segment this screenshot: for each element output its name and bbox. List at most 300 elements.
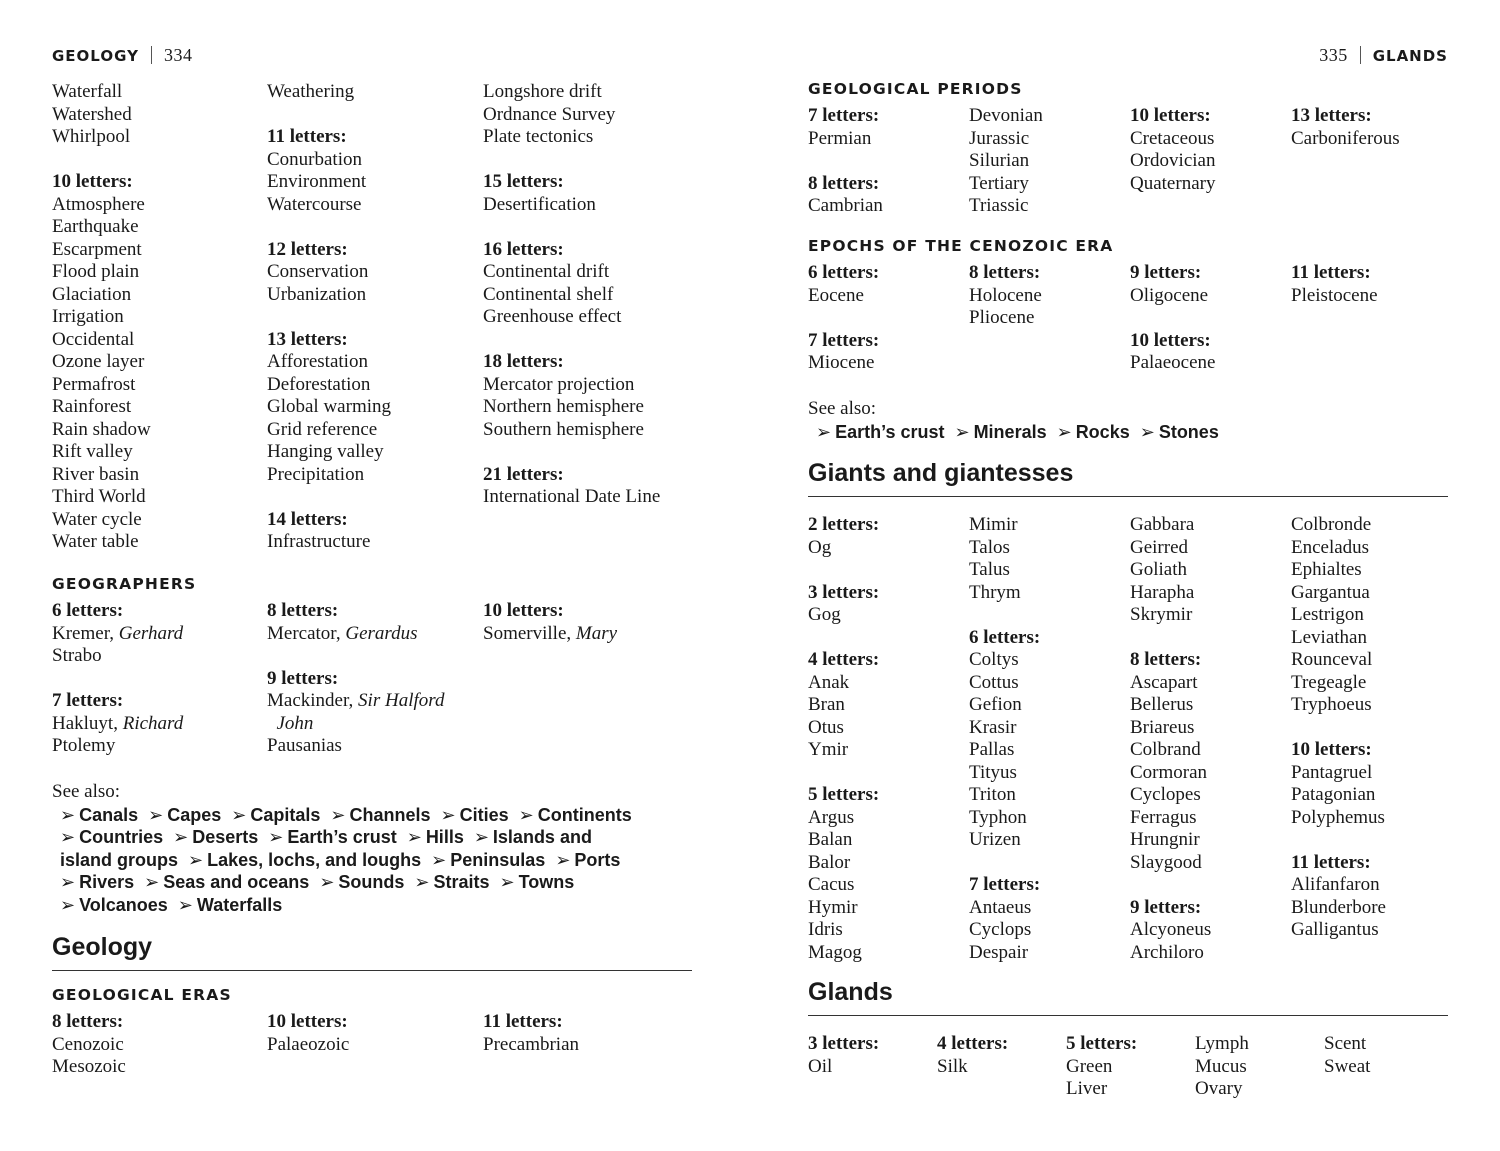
see-also-block xyxy=(808,398,1448,443)
arrow-icon: ➢ xyxy=(188,849,204,870)
right-page xyxy=(808,0,1448,1151)
list-item: Earthquake xyxy=(52,216,139,237)
cross-reference-link[interactable] xyxy=(954,422,1046,442)
cross-reference-label: Peninsulas xyxy=(450,849,546,870)
list-item: Hymir xyxy=(808,896,858,918)
list-item: Precipitation xyxy=(267,463,365,485)
arrow-icon: ➢ xyxy=(555,849,571,870)
letter-count-heading: 11 letters: xyxy=(267,126,347,147)
entry-name: 6 letters: xyxy=(52,600,124,621)
subsection-heading: GEOLOGICAL PERIODS xyxy=(808,80,1023,98)
cross-reference-link[interactable] xyxy=(414,872,489,892)
letter-count-heading xyxy=(52,600,267,623)
list-item: Balan xyxy=(808,829,853,850)
list-item: Gefion xyxy=(969,694,1022,715)
cross-references xyxy=(808,421,1448,444)
cross-reference-label: Ports xyxy=(574,849,621,870)
header-divider xyxy=(1360,46,1361,64)
cross-reference-label: Seas and oceans xyxy=(163,872,310,892)
letter-count-heading: 10 letters: xyxy=(1130,105,1211,126)
word-column xyxy=(1324,1033,1448,1101)
letter-count-heading: 9 letters: xyxy=(1130,896,1202,918)
entry-name: Strabo xyxy=(52,645,102,666)
list-item: Lestrigon xyxy=(1291,604,1364,625)
list-item: Eocene xyxy=(808,284,864,306)
cross-reference-label: island groups xyxy=(60,849,179,870)
letter-count-heading: 5 letters: xyxy=(1066,1033,1138,1054)
cross-reference-label: Canals xyxy=(79,804,139,825)
list-item xyxy=(52,645,267,668)
subsection-heading: EPOCHS OF THE CENOZOIC ERA xyxy=(808,237,1114,255)
list-item: Third World xyxy=(52,486,146,507)
list-item: Briareus xyxy=(1130,716,1195,738)
spacer xyxy=(808,150,969,173)
spacer xyxy=(483,149,692,172)
list-item: Idris xyxy=(808,919,843,940)
list-item: Balor xyxy=(808,851,851,873)
cross-reference-link[interactable] xyxy=(231,805,320,825)
list-item: Blunderbore xyxy=(1291,896,1386,918)
list-item: Greenhouse effect xyxy=(483,306,622,327)
list-item: Krasir xyxy=(969,716,1017,738)
letter-count-heading: 3 letters: xyxy=(808,1033,880,1054)
cross-reference-link[interactable] xyxy=(60,872,134,892)
list-item: Whirlpool xyxy=(52,126,131,147)
cross-reference-link[interactable] xyxy=(474,827,592,847)
arrow-icon: ➢ xyxy=(473,827,489,847)
word-column xyxy=(808,105,969,218)
list-item xyxy=(52,735,267,758)
entry-name: 9 letters: xyxy=(267,667,339,689)
spacer xyxy=(267,486,483,509)
list-item: Pleistocene xyxy=(1291,284,1378,306)
list-item xyxy=(267,713,483,736)
cenozoic-epochs-section xyxy=(808,235,1448,375)
cross-reference-link[interactable] xyxy=(60,827,163,847)
list-item: Gargantua xyxy=(1291,581,1370,603)
spacer xyxy=(267,104,483,127)
letter-count-heading: 7 letters: xyxy=(808,105,880,126)
cross-reference-link[interactable] xyxy=(1057,422,1130,442)
word-column xyxy=(1130,262,1291,375)
list-item: Pallas xyxy=(969,739,1015,760)
arrow-icon: ➢ xyxy=(330,804,346,825)
arrow-icon: ➢ xyxy=(518,804,534,825)
word-columns xyxy=(52,81,692,554)
cross-reference-label: Deserts xyxy=(192,827,259,847)
cross-reference-link[interactable] xyxy=(431,850,545,870)
spacer xyxy=(969,604,1130,627)
cross-reference-line xyxy=(60,804,692,827)
list-item: Argus xyxy=(808,806,855,828)
word-column xyxy=(1291,105,1448,218)
list-item: Cyclopes xyxy=(1130,784,1201,805)
list-item: Gabbara xyxy=(1130,514,1195,535)
cross-reference-link[interactable] xyxy=(60,895,168,915)
list-item: Mimir xyxy=(969,514,1018,535)
list-item: Ordnance Survey xyxy=(483,103,616,125)
running-head: GLANDS xyxy=(1372,47,1448,65)
cross-reference-line xyxy=(60,849,692,872)
list-item: Talus xyxy=(969,559,1010,580)
word-columns xyxy=(808,262,1448,375)
spacer xyxy=(267,216,483,239)
list-item: Rift valley xyxy=(52,441,133,462)
word-column xyxy=(808,514,969,964)
arrow-icon: ➢ xyxy=(816,421,832,442)
letter-count-heading: 12 letters: xyxy=(267,238,348,260)
list-item: Sweat xyxy=(1324,1055,1371,1077)
letter-count-heading: 11 letters: xyxy=(483,1011,563,1032)
cross-reference-link[interactable] xyxy=(1140,422,1219,442)
arrow-icon: ➢ xyxy=(148,804,164,825)
list-item xyxy=(52,713,267,736)
list-item: Permian xyxy=(808,127,872,149)
letter-count-heading: 4 letters: xyxy=(937,1033,1009,1054)
list-item: Patagonian xyxy=(1291,784,1376,805)
list-item: Jurassic xyxy=(969,127,1030,149)
list-item: Ozone layer xyxy=(52,351,145,372)
list-item: Precambrian xyxy=(483,1033,580,1055)
arrow-icon: ➢ xyxy=(60,827,76,847)
letter-count-heading: 7 letters: xyxy=(969,874,1041,895)
list-item: Water cycle xyxy=(52,508,142,530)
word-column xyxy=(52,1011,267,1079)
word-columns xyxy=(52,1011,692,1079)
list-item: Plate tectonics xyxy=(483,126,594,147)
list-item: Holocene xyxy=(969,284,1042,306)
list-item: Atmosphere xyxy=(52,193,145,215)
arrow-icon: ➢ xyxy=(440,804,456,825)
cross-reference-link[interactable] xyxy=(60,805,138,825)
letter-count-heading: 2 letters: xyxy=(808,514,880,535)
letter-count-heading: 6 letters: xyxy=(969,626,1041,648)
word-columns xyxy=(808,1033,1448,1101)
cross-reference-link[interactable] xyxy=(330,805,430,825)
letter-count-heading: 21 letters: xyxy=(483,463,564,485)
list-item: Rainforest xyxy=(52,396,132,417)
list-item: Pantagruel xyxy=(1291,761,1373,783)
page-number: 334 xyxy=(163,45,193,65)
subsection-heading: GEOLOGICAL ERAS xyxy=(52,986,232,1004)
list-item: Cyclops xyxy=(969,919,1032,940)
entry-name: Pausanias xyxy=(267,735,342,756)
list-item: Tryphoeus xyxy=(1291,694,1372,715)
list-item: Harapha xyxy=(1130,581,1195,603)
entry-name: Mercator, xyxy=(267,622,346,644)
word-column xyxy=(267,1011,483,1079)
left-page xyxy=(52,0,692,1151)
letter-count-heading: 10 letters: xyxy=(267,1011,348,1032)
cross-reference-line xyxy=(816,421,1448,444)
cross-reference-label: Cities xyxy=(459,804,509,825)
list-item: Tertiary xyxy=(969,172,1029,194)
list-item: Magog xyxy=(808,941,862,963)
spacer xyxy=(808,762,969,785)
list-item: Watershed xyxy=(52,103,132,125)
entry-name: Somerville, xyxy=(483,622,576,644)
letter-count-heading: 14 letters: xyxy=(267,508,348,530)
cross-reference-label: Stones xyxy=(1158,421,1219,442)
list-item: Cenozoic xyxy=(52,1033,124,1055)
cross-reference-label: Volcanoes xyxy=(79,894,168,915)
list-item: Longshore drift xyxy=(483,81,602,102)
list-item: Grid reference xyxy=(267,418,378,440)
arrow-icon: ➢ xyxy=(60,804,76,825)
list-item: Ordovician xyxy=(1130,150,1216,171)
cross-reference-label: Continents xyxy=(537,804,632,825)
cross-reference-line xyxy=(60,871,692,894)
entry-forename: Sir Halford xyxy=(358,690,445,711)
arrow-icon: ➢ xyxy=(60,872,76,892)
letter-count-heading: 10 letters: xyxy=(52,171,133,192)
list-item: Pliocene xyxy=(969,307,1035,328)
list-item: Miocene xyxy=(808,352,875,373)
list-item: Triassic xyxy=(969,195,1029,216)
cross-reference-link[interactable] xyxy=(188,850,421,870)
subsection-heading: GEOGRAPHERS xyxy=(52,575,197,593)
letter-count-heading: 11 letters: xyxy=(1291,262,1371,283)
arrow-icon: ➢ xyxy=(319,872,335,892)
entry-name: 7 letters: xyxy=(52,690,124,711)
glands-section xyxy=(808,977,1448,1101)
letter-count-heading: 9 letters: xyxy=(1130,262,1202,283)
spacer xyxy=(1130,307,1291,330)
list-item: Hanging valley xyxy=(267,441,384,462)
cross-reference-label: Channels xyxy=(349,804,431,825)
list-item: Environment xyxy=(267,171,367,192)
word-columns xyxy=(808,105,1448,218)
list-item: Skrymir xyxy=(1130,604,1193,625)
letter-count-heading: 6 letters: xyxy=(808,262,880,283)
entry-name: Hakluyt, xyxy=(52,712,123,734)
list-item: International Date Line xyxy=(483,486,661,507)
arrow-icon: ➢ xyxy=(1056,421,1072,442)
left-page-header xyxy=(52,44,192,67)
list-item: Lymph xyxy=(1195,1033,1249,1054)
list-item: Weathering xyxy=(267,81,355,102)
cross-reference-link[interactable] xyxy=(144,872,309,892)
list-item: Ymir xyxy=(808,739,849,760)
list-item: Ovary xyxy=(1195,1078,1243,1099)
right-page-header xyxy=(1319,44,1448,67)
cross-reference-link[interactable] xyxy=(268,827,396,847)
word-column xyxy=(1291,514,1448,964)
word-column xyxy=(52,81,267,554)
list-item xyxy=(483,623,692,646)
list-item: Watercourse xyxy=(267,193,362,215)
list-item: Escarpment xyxy=(52,238,142,260)
arrow-icon: ➢ xyxy=(177,894,193,915)
list-item: Triton xyxy=(969,784,1016,805)
spacer xyxy=(1291,829,1448,852)
geological-periods-section xyxy=(808,78,1448,218)
cross-reference-link[interactable] xyxy=(178,895,282,915)
page-number: 335 xyxy=(1319,45,1348,65)
list-item: Cottus xyxy=(969,671,1019,693)
cross-reference-label: Rivers xyxy=(79,872,135,892)
list-item: Global warming xyxy=(267,396,392,417)
letter-count-heading xyxy=(267,668,483,691)
cross-reference-label: Towns xyxy=(518,872,575,892)
list-item: Mercator projection xyxy=(483,373,635,395)
geographers-section xyxy=(52,573,692,758)
list-item: Antaeus xyxy=(969,896,1032,918)
letter-count-heading xyxy=(483,600,692,623)
entry-name: Kremer, xyxy=(52,622,119,644)
list-item: Mucus xyxy=(1195,1055,1247,1077)
cross-reference-link[interactable] xyxy=(173,827,258,847)
list-item: Slaygood xyxy=(1130,851,1202,873)
list-item: Desertification xyxy=(483,193,596,215)
list-item: Rain shadow xyxy=(52,418,151,440)
running-head: GEOLOGY xyxy=(52,47,139,65)
cross-reference-link[interactable] xyxy=(555,850,620,870)
list-item: Coltys xyxy=(969,649,1019,670)
list-item: Og xyxy=(808,536,832,558)
word-column xyxy=(52,600,267,758)
list-item: Oligocene xyxy=(1130,284,1209,306)
list-item: Waterfall xyxy=(52,81,123,102)
list-item: Ephialtes xyxy=(1291,559,1362,580)
spacer xyxy=(483,441,692,464)
letter-count-heading: 8 letters: xyxy=(808,172,880,194)
word-columns xyxy=(52,600,692,758)
word-column xyxy=(267,600,483,758)
word-column xyxy=(267,81,483,554)
cross-reference-link[interactable] xyxy=(407,827,464,847)
list-item: Polyphemus xyxy=(1291,806,1385,828)
entry-name xyxy=(267,713,277,734)
arrow-icon: ➢ xyxy=(268,827,284,847)
list-item: Oil xyxy=(808,1055,833,1077)
list-item: Cormoran xyxy=(1130,761,1208,783)
letter-count-heading: 10 letters: xyxy=(1130,329,1211,351)
cross-reference-link[interactable] xyxy=(441,805,509,825)
word-column xyxy=(483,600,692,758)
list-item: Galligantus xyxy=(1291,919,1379,940)
cross-reference-link[interactable] xyxy=(60,850,178,870)
arrow-icon: ➢ xyxy=(499,872,515,892)
word-column xyxy=(1066,1033,1195,1101)
list-item: Infrastructure xyxy=(267,531,371,552)
spacer xyxy=(267,645,483,668)
letter-count-heading: 16 letters: xyxy=(483,238,564,260)
cross-reference-link[interactable] xyxy=(519,805,632,825)
cross-reference-label: Islands and xyxy=(492,827,592,847)
list-item xyxy=(52,623,267,646)
list-item: Devonian xyxy=(969,105,1043,126)
spacer xyxy=(483,216,692,239)
list-item: Deforestation xyxy=(267,373,371,395)
spacer xyxy=(808,559,969,582)
list-item: Palaeozoic xyxy=(267,1033,350,1055)
spacer xyxy=(52,668,267,691)
letter-count-heading: 4 letters: xyxy=(808,649,880,670)
list-item: Continental drift xyxy=(483,261,610,282)
list-item: Enceladus xyxy=(1291,536,1370,558)
entry-forename: John xyxy=(276,712,314,734)
word-column xyxy=(808,1033,937,1101)
word-columns xyxy=(808,514,1448,964)
letter-count-heading: 10 letters: xyxy=(1291,739,1372,760)
word-column xyxy=(1130,514,1291,964)
spacer xyxy=(1130,874,1291,897)
entry-forename: Gerhard xyxy=(118,622,184,644)
spacer xyxy=(483,329,692,352)
cross-reference-link[interactable] xyxy=(319,872,404,892)
list-item xyxy=(267,623,483,646)
arrow-icon: ➢ xyxy=(414,872,430,892)
letter-count-heading: 3 letters: xyxy=(808,581,880,603)
cross-reference-link[interactable] xyxy=(816,422,944,442)
section-title: Glands xyxy=(808,977,1448,1016)
list-item: Goliath xyxy=(1130,559,1187,580)
list-item: Scent xyxy=(1324,1033,1367,1054)
list-item: Silk xyxy=(937,1055,968,1077)
list-item: Alcyoneus xyxy=(1130,919,1212,940)
list-item: Water table xyxy=(52,531,139,552)
arrow-icon: ➢ xyxy=(431,849,447,870)
list-item: Bran xyxy=(808,694,845,715)
cross-reference-label: Minerals xyxy=(973,421,1047,442)
list-item: Mesozoic xyxy=(52,1056,126,1077)
word-column xyxy=(937,1033,1066,1101)
letter-count-heading: 8 letters: xyxy=(52,1011,124,1032)
cross-reference-label: Earth’s crust xyxy=(835,421,945,442)
letter-count-heading: 8 letters: xyxy=(969,262,1041,283)
cross-reference-label: Straits xyxy=(433,872,490,892)
spacer xyxy=(1291,717,1448,740)
list-item: Permafrost xyxy=(52,373,136,395)
cross-reference-link[interactable] xyxy=(148,805,221,825)
spacer xyxy=(1130,627,1291,650)
cross-reference-link[interactable] xyxy=(500,872,575,892)
section-title: Giants and giantesses xyxy=(808,458,1448,497)
list-item: Quaternary xyxy=(1130,172,1216,194)
cross-reference-line xyxy=(60,894,692,917)
word-column xyxy=(969,262,1130,375)
list-item: Conservation xyxy=(267,261,369,282)
see-also-block xyxy=(52,781,692,916)
list-item: Gog xyxy=(808,604,841,625)
entry-name: 10 letters: xyxy=(483,600,564,621)
list-item: Irrigation xyxy=(52,306,124,327)
cross-reference-line xyxy=(60,826,692,849)
see-also-label: See also: xyxy=(52,781,121,802)
list-item: Despair xyxy=(969,941,1029,963)
letter-count-heading: 8 letters: xyxy=(1130,649,1202,670)
list-item: Urbanization xyxy=(267,283,367,305)
cross-reference-label: Earth’s crust xyxy=(287,827,397,847)
entry-forename: Mary xyxy=(575,622,618,644)
list-item: Ferragus xyxy=(1130,806,1197,828)
list-item xyxy=(267,735,483,758)
list-item: Leviathan xyxy=(1291,626,1367,648)
list-item: Tityus xyxy=(969,761,1017,783)
arrow-icon: ➢ xyxy=(60,894,76,915)
spacer xyxy=(52,149,267,172)
cross-reference-label: Sounds xyxy=(338,872,405,892)
word-column xyxy=(969,514,1130,964)
list-item: Flood plain xyxy=(52,261,140,282)
letter-count-heading: 7 letters: xyxy=(808,329,880,351)
list-item: Colbrand xyxy=(1130,739,1201,760)
cross-reference-label: Hills xyxy=(425,827,464,847)
list-item: Geirred xyxy=(1130,536,1189,558)
word-column xyxy=(483,1011,692,1079)
spacer xyxy=(808,627,969,650)
